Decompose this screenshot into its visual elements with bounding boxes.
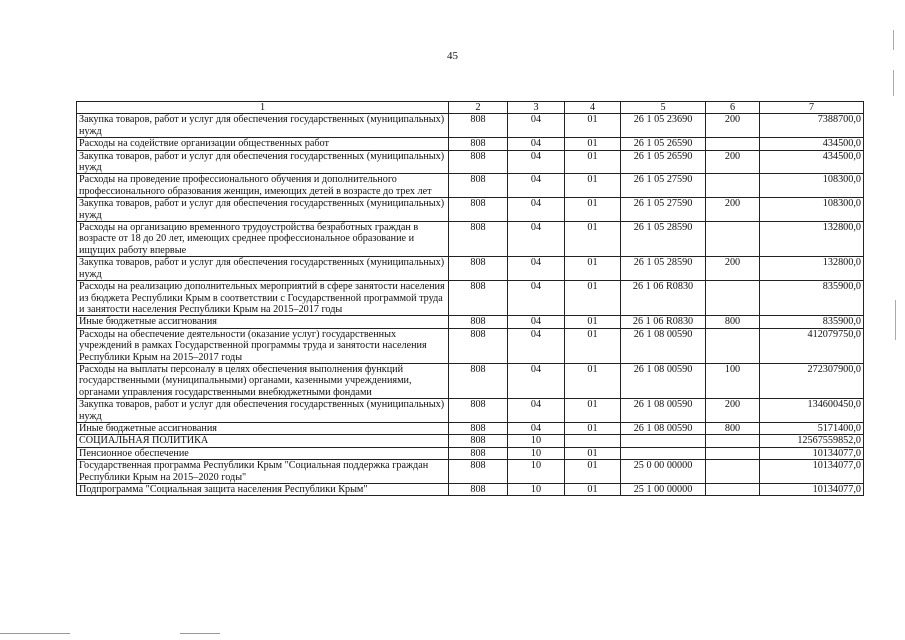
row-section-cell: 10 bbox=[508, 484, 565, 496]
row-admin-code-cell: 808 bbox=[449, 281, 508, 316]
row-target-article-cell: 25 0 00 00000 bbox=[621, 460, 706, 484]
row-target-article-cell: 26 1 08 00590 bbox=[621, 328, 706, 363]
row-amount-cell: 7388700,0 bbox=[760, 114, 864, 138]
column-header: 1 bbox=[77, 102, 449, 114]
row-amount-cell: 10134077,0 bbox=[760, 447, 864, 459]
row-amount-cell: 272307900,0 bbox=[760, 363, 864, 398]
row-expense-type-cell: 200 bbox=[706, 198, 760, 222]
row-admin-code-cell: 808 bbox=[449, 257, 508, 281]
row-target-article-cell: 26 1 06 R0830 bbox=[621, 316, 706, 328]
row-subsection-cell: 01 bbox=[565, 138, 621, 150]
row-admin-code-cell: 808 bbox=[449, 447, 508, 459]
scan-edge-mark bbox=[893, 30, 894, 50]
row-subsection-cell: 01 bbox=[565, 328, 621, 363]
row-admin-code-cell: 808 bbox=[449, 138, 508, 150]
row-admin-code-cell: 808 bbox=[449, 399, 508, 423]
row-target-article-cell: 26 1 08 00590 bbox=[621, 363, 706, 398]
row-expense-type-cell bbox=[706, 174, 760, 198]
row-amount-cell: 12567559852,0 bbox=[760, 435, 864, 447]
row-expense-type-cell bbox=[706, 138, 760, 150]
row-name-cell: Подпрограмма "Социальная защита населения Республики Крым" bbox=[77, 484, 449, 496]
table-row bbox=[77, 422, 864, 434]
row-section-cell: 04 bbox=[508, 399, 565, 423]
row-admin-code-cell: 808 bbox=[449, 222, 508, 257]
row-section-cell: 04 bbox=[508, 422, 565, 434]
row-name-cell: Расходы на организацию временного трудоустройства безработных граждан в возрасте от 18 до 20 лет, имеющих среднее профессиональное образование и ищущих работу впервые bbox=[77, 222, 449, 257]
row-subsection-cell: 01 bbox=[565, 281, 621, 316]
row-section-cell: 04 bbox=[508, 138, 565, 150]
row-expense-type-cell: 100 bbox=[706, 363, 760, 398]
row-target-article-cell: 26 1 06 R0830 bbox=[621, 281, 706, 316]
table-row bbox=[77, 198, 864, 222]
row-subsection-cell: 01 bbox=[565, 316, 621, 328]
row-admin-code-cell: 808 bbox=[449, 198, 508, 222]
row-target-article-cell: 26 1 05 23690 bbox=[621, 114, 706, 138]
row-expense-type-cell bbox=[706, 435, 760, 447]
column-header: 6 bbox=[706, 102, 760, 114]
scan-artifact-line bbox=[180, 633, 220, 634]
column-header: 5 bbox=[621, 102, 706, 114]
row-amount-cell: 835900,0 bbox=[760, 281, 864, 316]
row-expense-type-cell: 200 bbox=[706, 257, 760, 281]
row-subsection-cell bbox=[565, 435, 621, 447]
row-section-cell: 04 bbox=[508, 316, 565, 328]
row-admin-code-cell: 808 bbox=[449, 460, 508, 484]
row-expense-type-cell bbox=[706, 222, 760, 257]
row-section-cell: 04 bbox=[508, 363, 565, 398]
row-amount-cell: 434500,0 bbox=[760, 138, 864, 150]
row-section-cell: 10 bbox=[508, 460, 565, 484]
row-name-cell: Расходы на проведение профессионального обучения и дополнительного профессионального образования женщин, имеющих детей в возрасте до трех лет bbox=[77, 174, 449, 198]
row-amount-cell: 5171400,0 bbox=[760, 422, 864, 434]
row-amount-cell: 132800,0 bbox=[760, 222, 864, 257]
row-name-cell: СОЦИАЛЬНАЯ ПОЛИТИКА bbox=[77, 435, 449, 447]
row-subsection-cell: 01 bbox=[565, 198, 621, 222]
row-admin-code-cell: 808 bbox=[449, 422, 508, 434]
row-section-cell: 04 bbox=[508, 198, 565, 222]
row-admin-code-cell: 808 bbox=[449, 150, 508, 174]
row-target-article-cell bbox=[621, 447, 706, 459]
row-section-cell: 10 bbox=[508, 447, 565, 459]
row-section-cell: 04 bbox=[508, 150, 565, 174]
row-target-article-cell: 26 1 05 26590 bbox=[621, 138, 706, 150]
row-amount-cell: 434500,0 bbox=[760, 150, 864, 174]
row-expense-type-cell: 800 bbox=[706, 422, 760, 434]
table-row bbox=[77, 150, 864, 174]
row-admin-code-cell: 808 bbox=[449, 114, 508, 138]
row-name-cell: Закупка товаров, работ и услуг для обеспечения государственных (муниципальных) нужд bbox=[77, 114, 449, 138]
table-row bbox=[77, 363, 864, 398]
column-header: 2 bbox=[449, 102, 508, 114]
table-row bbox=[77, 447, 864, 459]
row-admin-code-cell: 808 bbox=[449, 174, 508, 198]
row-expense-type-cell bbox=[706, 328, 760, 363]
row-name-cell: Расходы на реализацию дополнительных мероприятий в сфере занятости населения из бюджета Республики Крым в соответствии с Государственной программой труда и занятости населения Республики Крым на 2015–2017 годы bbox=[77, 281, 449, 316]
row-admin-code-cell: 808 bbox=[449, 363, 508, 398]
row-subsection-cell: 01 bbox=[565, 422, 621, 434]
row-target-article-cell: 26 1 08 00590 bbox=[621, 399, 706, 423]
table-row bbox=[77, 174, 864, 198]
table-row bbox=[77, 138, 864, 150]
row-name-cell: Иные бюджетные ассигнования bbox=[77, 316, 449, 328]
row-subsection-cell: 01 bbox=[565, 150, 621, 174]
row-target-article-cell: 26 1 05 28590 bbox=[621, 257, 706, 281]
row-name-cell: Закупка товаров, работ и услуг для обеспечения государственных (муниципальных) нужд bbox=[77, 198, 449, 222]
row-target-article-cell: 25 1 00 00000 bbox=[621, 484, 706, 496]
row-name-cell: Расходы на обеспечение деятельности (оказание услуг) государственных учреждений в рамках Государственной программы труда и занятости населения Республики Крым на 2015–2017 годы bbox=[77, 328, 449, 363]
row-amount-cell: 835900,0 bbox=[760, 316, 864, 328]
scan-edge-mark bbox=[895, 300, 896, 340]
table-row bbox=[77, 316, 864, 328]
row-expense-type-cell: 200 bbox=[706, 399, 760, 423]
row-subsection-cell: 01 bbox=[565, 484, 621, 496]
row-name-cell: Пенсионное обеспечение bbox=[77, 447, 449, 459]
row-amount-cell: 134600450,0 bbox=[760, 399, 864, 423]
row-admin-code-cell: 808 bbox=[449, 484, 508, 496]
row-name-cell: Закупка товаров, работ и услуг для обеспечения государственных (муниципальных) нужд bbox=[77, 257, 449, 281]
row-target-article-cell: 26 1 05 28590 bbox=[621, 222, 706, 257]
column-header: 7 bbox=[760, 102, 864, 114]
table-row bbox=[77, 484, 864, 496]
table-row bbox=[77, 460, 864, 484]
scan-artifact-line bbox=[0, 633, 70, 634]
row-amount-cell: 108300,0 bbox=[760, 174, 864, 198]
row-expense-type-cell: 800 bbox=[706, 316, 760, 328]
row-section-cell: 04 bbox=[508, 222, 565, 257]
table-row bbox=[77, 257, 864, 281]
row-amount-cell: 108300,0 bbox=[760, 198, 864, 222]
row-expense-type-cell bbox=[706, 460, 760, 484]
row-admin-code-cell: 808 bbox=[449, 435, 508, 447]
row-name-cell: Иные бюджетные ассигнования bbox=[77, 422, 449, 434]
row-name-cell: Государственная программа Республики Крым "Социальная поддержка граждан Республики Крым на 2015–2020 годы" bbox=[77, 460, 449, 484]
row-section-cell: 10 bbox=[508, 435, 565, 447]
row-amount-cell: 10134077,0 bbox=[760, 484, 864, 496]
table-header-row bbox=[77, 102, 864, 114]
row-expense-type-cell: 200 bbox=[706, 150, 760, 174]
row-amount-cell: 10134077,0 bbox=[760, 460, 864, 484]
row-target-article-cell: 26 1 08 00590 bbox=[621, 422, 706, 434]
table-row bbox=[77, 281, 864, 316]
row-target-article-cell bbox=[621, 435, 706, 447]
row-section-cell: 04 bbox=[508, 281, 565, 316]
row-section-cell: 04 bbox=[508, 114, 565, 138]
table-row bbox=[77, 399, 864, 423]
row-amount-cell: 132800,0 bbox=[760, 257, 864, 281]
table-row bbox=[77, 222, 864, 257]
row-subsection-cell: 01 bbox=[565, 399, 621, 423]
column-header: 4 bbox=[565, 102, 621, 114]
scan-edge-mark bbox=[893, 70, 894, 96]
table-row bbox=[77, 435, 864, 447]
row-subsection-cell: 01 bbox=[565, 114, 621, 138]
row-expense-type-cell bbox=[706, 281, 760, 316]
row-subsection-cell: 01 bbox=[565, 447, 621, 459]
row-name-cell: Закупка товаров, работ и услуг для обеспечения государственных (муниципальных) нужд bbox=[77, 150, 449, 174]
row-name-cell: Закупка товаров, работ и услуг для обеспечения государственных (муниципальных) нужд bbox=[77, 399, 449, 423]
row-section-cell: 04 bbox=[508, 257, 565, 281]
budget-table bbox=[76, 101, 864, 496]
row-expense-type-cell bbox=[706, 484, 760, 496]
row-subsection-cell: 01 bbox=[565, 363, 621, 398]
row-section-cell: 04 bbox=[508, 174, 565, 198]
column-header: 3 bbox=[508, 102, 565, 114]
row-section-cell: 04 bbox=[508, 328, 565, 363]
row-name-cell: Расходы на содействие организации общественных работ bbox=[77, 138, 449, 150]
row-amount-cell: 412079750,0 bbox=[760, 328, 864, 363]
row-subsection-cell: 01 bbox=[565, 257, 621, 281]
row-target-article-cell: 26 1 05 27590 bbox=[621, 198, 706, 222]
row-subsection-cell: 01 bbox=[565, 460, 621, 484]
table-row bbox=[77, 328, 864, 363]
row-expense-type-cell bbox=[706, 447, 760, 459]
row-expense-type-cell: 200 bbox=[706, 114, 760, 138]
row-target-article-cell: 26 1 05 27590 bbox=[621, 174, 706, 198]
row-target-article-cell: 26 1 05 26590 bbox=[621, 150, 706, 174]
row-subsection-cell: 01 bbox=[565, 174, 621, 198]
row-subsection-cell: 01 bbox=[565, 222, 621, 257]
row-name-cell: Расходы на выплаты персоналу в целях обеспечения выполнения функций государственными (муниципальными) органами, казенными учреждениями, органами управления государственными внебюджетными фондами bbox=[77, 363, 449, 398]
row-admin-code-cell: 808 bbox=[449, 328, 508, 363]
table-row bbox=[77, 114, 864, 138]
row-admin-code-cell: 808 bbox=[449, 316, 508, 328]
page-number: 45 bbox=[447, 50, 458, 62]
